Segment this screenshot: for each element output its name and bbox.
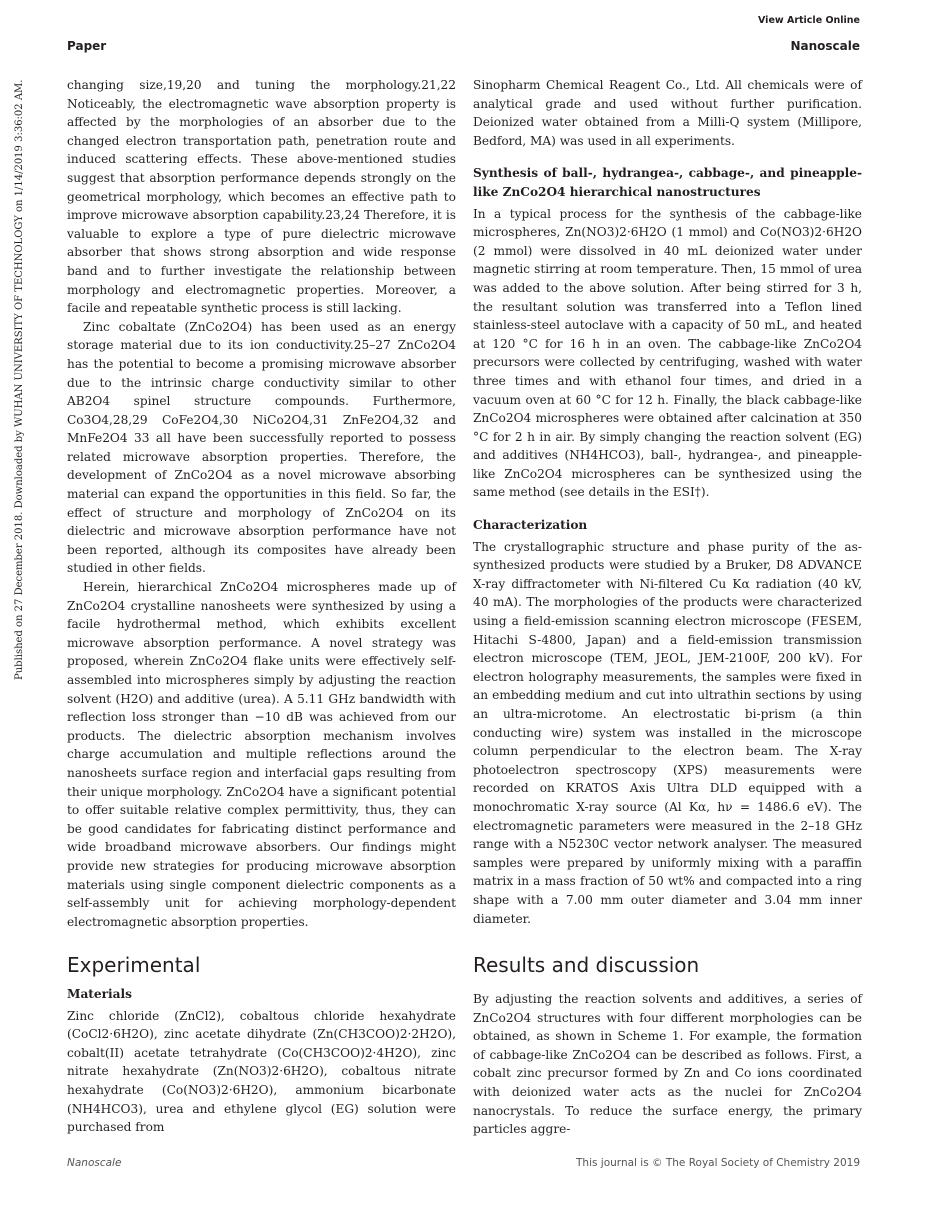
view-article-online-link[interactable]: View Article Online [758,15,860,26]
synthesis-subheading: Synthesis of ball-, hydrangea-, cabbage-, and pineapple-like ZnCo2O4 hierarchical nanostructures [473,166,862,199]
materials-subheading: Materials [67,987,132,1001]
results-section [473,990,862,1139]
footer-copyright: This journal is © The Royal Society of Chemistry 2019 [576,1157,860,1169]
paragraph: The crystallographic structure and phase purity of the as-synthesized products were studied by a Bruker, D8 ADVANCE X-ray diffractometer with Ni-filtered Cu Kα radiation (40 kV, 40 mA). The morphologies of the products were characterized using a field-emission scanning electron microscope (FESEM, Hitachi S-4800, Japan) and a field-emission transmission electron microscope (TEM, JEOL, JEM-2100F, 200 kV). For electron holography measurements, the samples were fixed in an embedding medium and cut into ultrathin sections by using an ultra-microtome. An electrostatic bi-prism (a thin conducting wire) system was installed in the microscope column perpendicular to the electron beam. The X-ray photoelectron spectroscopy (XPS) measurements were recorded on KRATOS Axis Ultra DLD equipped with a monochromatic X-ray source (Al Kα, hν = 1486.6 eV). The electromagnetic parameters were measured in the 2–18 GHz range with a N5230C vector network analyser. The measured samples were prepared by uniformly mixing with a paraffin matrix in a mass fraction of 50 wt% and compacted into a ring shape with a 7.00 mm outer diameter and 3.04 mm inner diameter. [473,539,862,926]
footer-journal-name: Nanoscale [67,1157,122,1169]
header-article-type: Paper [67,39,107,53]
paragraph: Zinc chloride (ZnCl2), cobaltous chloride hexahydrate (CoCl2·6H2O), zinc acetate dihydrate (Zn(CH3COO)2·2H2O), cobalt(II) acetate tetrahydrate (Co(CH3COO)2·4H2O), zinc nitrate hexahydrate (Zn(NO3)2·6H2O), cobaltous nitrate hexahydrate (Co(NO3)2·6H2O), ammonium bicarbonate (NH4HCO3), urea and ethylene glycol (EG) solution were purchased from [67,1008,456,1135]
experimental-section [67,985,456,1137]
publication-watermark: Published on 27 December 2018. Downloaded by WUHAN UNIVERSITY OF TECHNOLOGY on 1/14/2019 3:36:02 AM. [14,79,25,680]
experimental-heading: Experimental [67,953,201,977]
paragraph: Zinc cobaltate (ZnCo2O4) has been used as an energy storage material due to its ion conductivity.25–27 ZnCo2O4 has the potential to become a promising microwave absorber due to the intrinsic charge conductivity similar to other AB2O4 spinel structure compounds. Furthermore, Co3O4,28,29 CoFe2O4,30 NiCo2O4,31 ZnFe2O4,32 and MnFe2O4 33 all have been successfully reported to possess related microwave absorption properties. Therefore, the development of ZnCo2O4 as a novel microwave absorbing material can expand the opportunities in this field. So far, the effect of structure and morphology of ZnCo2O4 on its dielectric and microwave absorption performance have not been reported, although its composites have already been studied in other fields. [67,319,456,576]
characterization-subheading: Characterization [473,518,588,533]
paragraph: In a typical process for the synthesis of the cabbage-like microspheres, Zn(NO3)2·6H2O (1 mmol) and Co(NO3)2·6H2O (2 mmol) were dissolved in 40 mL deionized water under magnetic stirring at room temperature. Then, 15 mmol of urea was added to the above solution. After being stirred for 3 h, the resultant solution was transferred into a Teflon lined stainless-steel autoclave with a capacity of 50 mL, and heated at 120 °C for 16 h in an oven. The cabbage-like ZnCo2O4 precursors were collected by centrifuging, washed with water three times and with ethanol four times, and dried in a vacuum oven at 60 °C for 12 h. Finally, the black cabbage-like ZnCo2O4 microspheres were obtained after calcination at 350 °C for 2 h in air. By simply changing the reaction solvent (EG) and additives (NH4HCO3), ball-, hydrangea-, and pineapple-like ZnCo2O4 microspheres can be synthesized using the same method (see details in the ESI†). [473,206,862,500]
header-journal-name: Nanoscale [790,39,860,53]
left-column [67,76,456,931]
paragraph: changing size,19,20 and tuning the morphology.21,22 Noticeably, the electromagnetic wave absorption property is affected by the morphologies of an absorber due to the changed electron transportation path, penetration route and induced scattering effects. These above-mentioned studies suggest that absorption performance depends strongly on the geometrical morphology, which becomes an effective path to improve microwave absorption capability.23,24 Therefore, it is valuable to explore a type of pure dielectric microwave absorber that shows strong absorption and wide response band and to further investigate the relationship between morphology and electromagnetic properties. Moreover, a facile and repeatable synthetic process is still lacking. [67,78,456,316]
paragraph: By adjusting the reaction solvents and additives, a series of ZnCo2O4 structures with four different morphologies can be obtained, as shown in Scheme 1. For example, the formation of cabbage-like ZnCo2O4 can be described as follows. First, a cobalt zinc precursor formed by Zn and Co ions coordinated with deionized water acts as the nuclei for ZnCo2O4 nanocrystals. To reduce the surface energy, the primary particles aggre- [473,992,862,1137]
results-heading: Results and discussion [473,953,700,977]
paragraph: Herein, hierarchical ZnCo2O4 microspheres made up of ZnCo2O4 crystalline nanosheets were synthesized by using a facile hydrothermal method, which exhibits excellent microwave absorption performance. A novel strategy was proposed, wherein ZnCo2O4 flake units were effectively self-assembled into microspheres simply by adjusting the reaction solvent (H2O) and additive (urea). A 5.11 GHz bandwidth with reflection loss stronger than −10 dB was achieved from our products. The dielectric absorption mechanism involves charge accumulation and multiple reflections around the nanosheets surface region and interfacial gaps resulting from their unique morphology. ZnCo2O4 have a significant potential to offer suitable relative complex permittivity, thus, they can be good candidates for fabricating distinct performance and wide broadband microwave absorbers. Our findings might provide new strategies for producing microwave absorption materials using single component dielectric components as a self-assembly unit for achieving morphology-dependent electromagnetic absorption properties. [67,580,456,929]
right-column [473,76,862,928]
paragraph: Sinopharm Chemical Reagent Co., Ltd. All chemicals were of analytical grade and used without further purification. Deionized water obtained from a Milli-Q system (Millipore, Bedford, MA) was used in all experiments. [473,78,862,148]
